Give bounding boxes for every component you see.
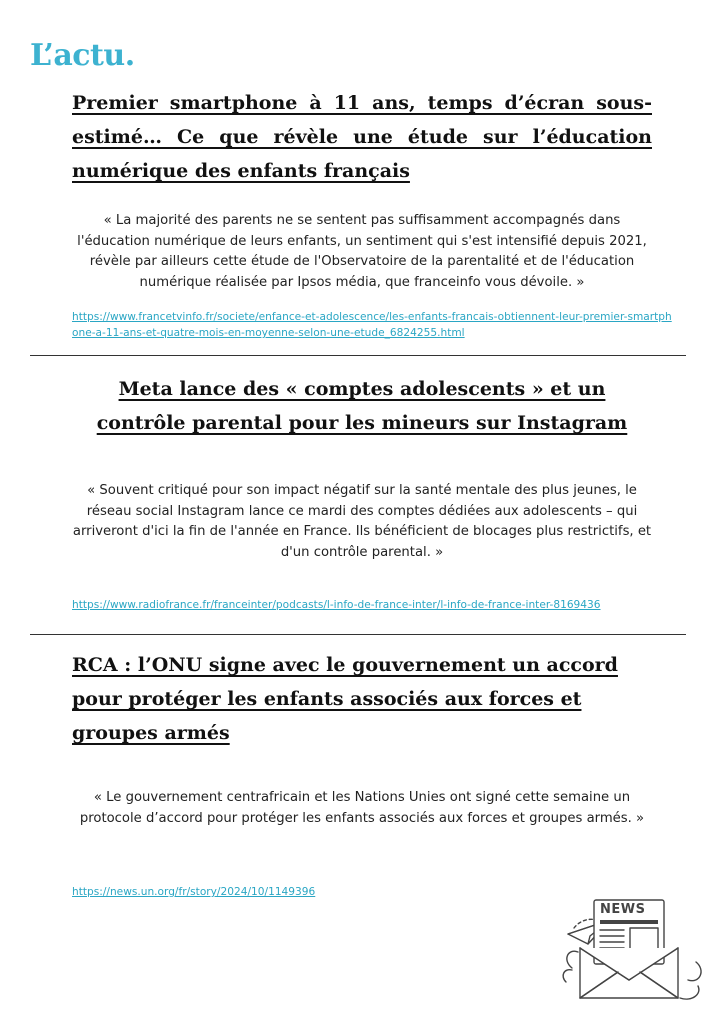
article-1-link[interactable]: https://www.francetvinfo.fr/societe/enfance-et-adolescence/les-enfants-francais-obtiennent-leur-premier-smartphone-a-11-ans-et-quatre-mois-en-moyenne-selon-une-etude_6824255.html <box>72 311 672 339</box>
divider-2 <box>30 634 686 635</box>
article-2-quote: « Souvent critiqué pour son impact négatif sur la santé mentale des plus jeunes, le réseau social Instagram lance ce mardi des comptes dédiées aux adolescents – qui arriveront d'ici la fin de l'année en France. Ils bénéficient de blocages plus restrictifs, et d'un contrôle parental. » <box>72 483 652 560</box>
article-2-link[interactable]: https://www.radiofrance.fr/franceinter/podcasts/l-info-de-france-inter/l-info-de-france-inter-8169436 <box>72 599 601 611</box>
article-3-link[interactable]: https://news.un.org/fr/story/2024/10/1149396 <box>72 886 316 898</box>
article-3-quote: « Le gouvernement centrafricain et les Nations Unies ont signé cette semaine un protocole d’accord pour protéger les enfants associés aux forces et groupes armés. » <box>79 790 645 826</box>
article-1 <box>72 86 652 188</box>
article-1-title: Premier smartphone à 11 ans, temps d’écran sous-estimé… Ce que révèle une étude sur l’éducation numérique des enfants français <box>72 92 652 182</box>
article-2-title: Meta lance des « comptes adolescents » et un contrôle parental pour les mineurs sur Instagram <box>96 378 628 434</box>
news-label: NEWS <box>600 902 646 917</box>
divider-1 <box>30 355 686 356</box>
article-3 <box>72 648 652 750</box>
news-envelope-icon <box>560 890 710 1010</box>
article-1-quote: « La majorité des parents ne se sentent pas suffisamment accompagnés dans l'éducation numérique de leurs enfants, un sentiment qui s'est intensifié depuis 2021, révèle par ailleurs cette étude de l'Observatoire de la parentalité et de l'éducation numérique réalisée par Ipsos média, que franceinfo vous dévoile. » <box>77 213 647 290</box>
page-title: L’actu. <box>30 38 135 73</box>
article-3-title: RCA : l’ONU signe avec le gouvernement un accord pour protéger les enfants associés aux forces et groupes armés <box>72 654 618 744</box>
article-2 <box>72 372 652 440</box>
